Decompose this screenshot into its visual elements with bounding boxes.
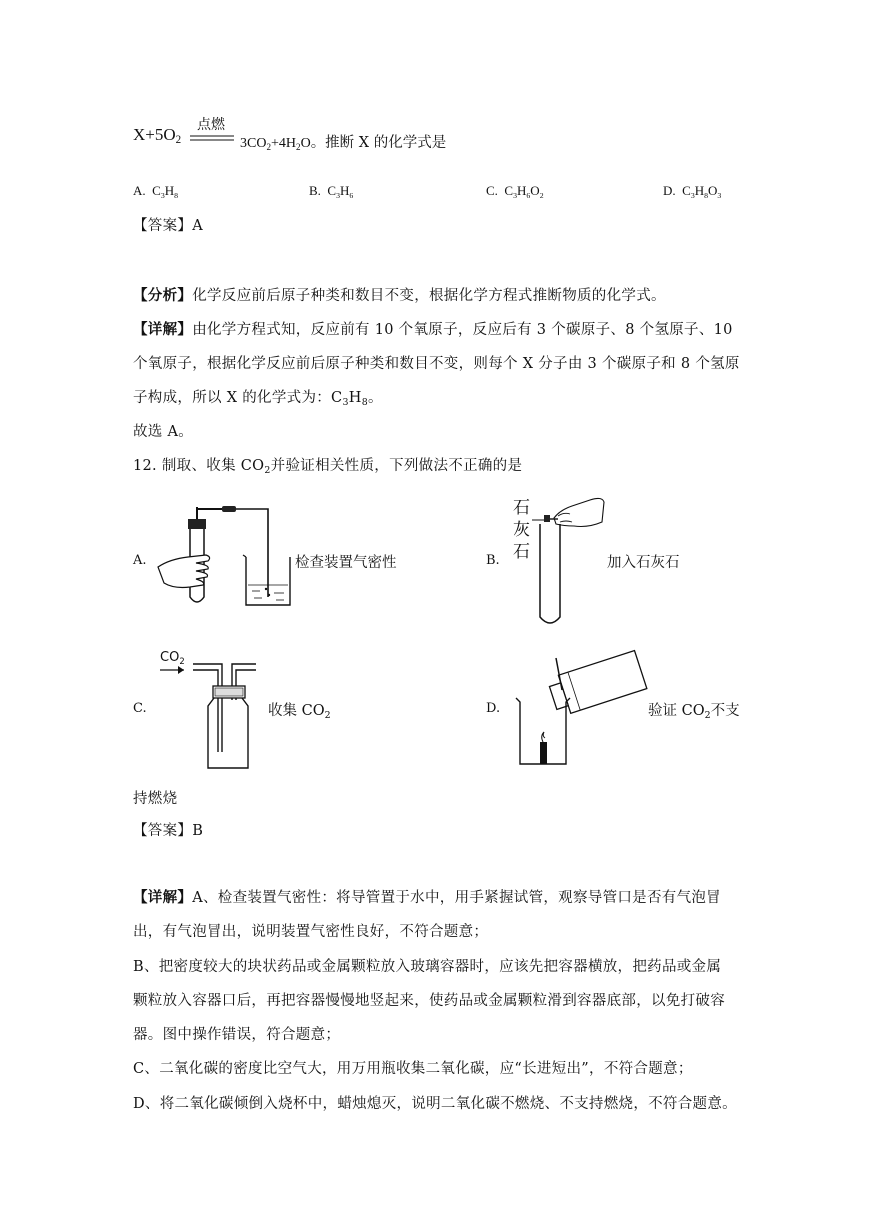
q12-detail-line2: 出，有气泡冒出，说明装置气密性良好，不符合题意；: [133, 924, 489, 940]
q11-answer: 【答案】A: [133, 218, 203, 234]
q12-option-b-caption: 加入石灰石: [607, 555, 680, 571]
q12-option-d-caption-wrap: 持燃烧: [133, 791, 178, 807]
q12-option-d-label: D.: [486, 701, 501, 716]
q12-detail-line5: 器。图中操作错误，符合题意；: [133, 1027, 341, 1043]
q11-detail-line3: 子构成，所以 X 的化学式为：$C_3H_8$。: [133, 390, 383, 408]
q11-detail-line4: 故选 A。: [133, 424, 194, 440]
q12-detail-line3: B、把密度较大的块状药品或金属颗粒放入玻璃容器时，应该先把容器横放，把药品或金属: [133, 959, 722, 975]
q12-option-d-caption: 验证 $CO_2$不支: [648, 703, 740, 721]
chemical-equation: [133, 125, 181, 145]
q12-detail-line1: 【详解】A、检查装置气密性：将导管置于水中，用手紧握试管，观察导管口是否有气泡冒: [133, 889, 721, 906]
q12-detail-line7: D、将二氧化碳倾倒入烧杯中，蜡烛熄灭，说明二氧化碳不燃烧、不支持燃烧，不符合题意。: [133, 1096, 737, 1112]
option-d: D. $C_3H_8O_3$: [663, 183, 722, 200]
co2-pouring-beaker: [512, 650, 647, 770]
option-b: B. $C_3H_6$: [309, 183, 354, 200]
q12-detail-line4: 颗粒放入容器口后，再把容器慢慢地竖起来，使药品或金属颗粒滑到容器底部，以免打破容: [133, 993, 725, 1009]
q12-answer: 【答案】B: [133, 823, 204, 839]
airtightness-check-apparatus: [150, 505, 295, 610]
q11-detail-line2: 个氧原子，根据化学反应前后原子种类和数目不变，则每个 X 分子由 3 个碳原子和 8 个氢原: [133, 356, 740, 372]
limestone-vertical-label: 石 灰 石: [513, 498, 530, 562]
q12-option-c-caption: 收集 $CO_2$: [268, 703, 331, 721]
equation-arrow-double-line: [190, 135, 235, 143]
q12-option-b-label: B.: [486, 553, 500, 568]
equation-products: $3CO_2+4H_2O$。推断 X 的化学式是: [240, 135, 447, 152]
q12-option-c-label: C.: [133, 701, 147, 716]
equation-reactants: $X+5O_2$: [133, 125, 182, 146]
limestone-adding-apparatus: [532, 492, 612, 627]
option-a: A. $C_3H_8$: [133, 183, 179, 200]
q11-detail-line1: 【详解】由化学方程式知，反应前有 10 个氧原子，反应后有 3 个碳原子、8 个氢原子、10: [133, 321, 733, 338]
gas-collection-bottle: [158, 660, 263, 770]
option-c: C. $C_3H_6O_2$: [486, 183, 544, 200]
equation-condition: 点燃: [197, 117, 225, 133]
q12-stem: 12. 制取、收集 $CO_2$并验证相关性质，下列做法不正确的是: [133, 458, 523, 476]
q12-option-a-label: A.: [133, 553, 147, 568]
q12-option-a-caption: 检查装置气密性: [295, 555, 397, 571]
co2-inlet-label: $CO_2$: [160, 650, 185, 666]
q12-detail-line6: C、二氧化碳的密度比空气大，用万用瓶收集二氧化碳，应“长进短出”，不符合题意；: [133, 1061, 693, 1077]
q11-analysis: 【分析】化学反应前后原子种类和数目不变，根据化学方程式推断物质的化学式。: [133, 287, 666, 304]
